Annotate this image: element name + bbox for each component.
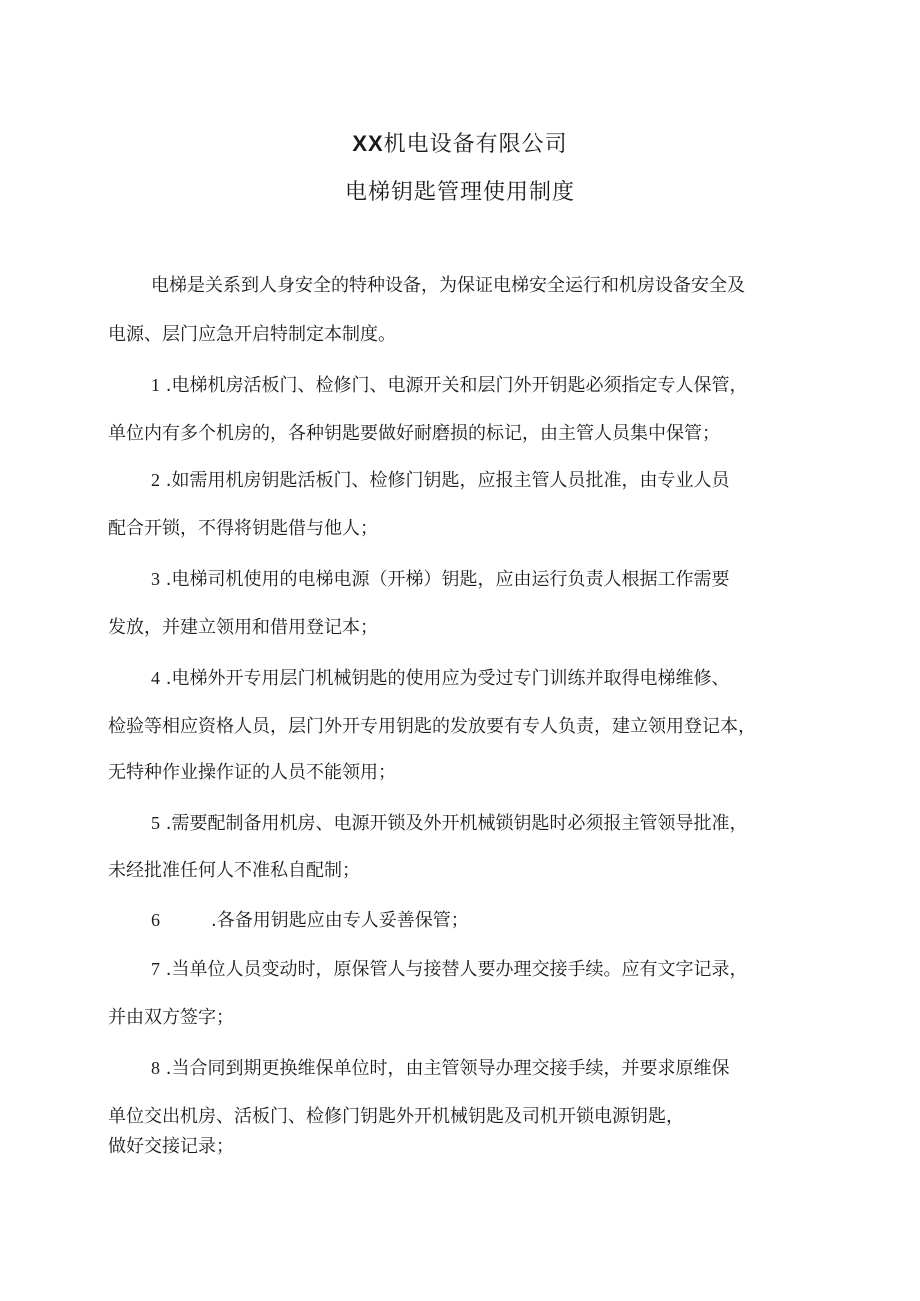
item-4-line-2: 检验等相应资格人员，层门外开专用钥匙的发放要有专人负责，建立领用登记本， <box>108 716 756 737</box>
intro-line-2: 电源、层门应急开启特制定本制度。 <box>108 324 396 345</box>
item-2-line-1 <box>151 467 729 494</box>
item-number: 7 <box>151 959 160 979</box>
intro-line-1: 电梯是关系到人身安全的特种设备，为保证电梯安全运行和机房设备安全及 <box>151 275 745 296</box>
item-number: 1 <box>151 375 160 395</box>
item-7-line-2: 并由双方签字； <box>108 1007 234 1028</box>
item-4-line-3: 无特种作业操作证的人员不能领用； <box>108 762 396 783</box>
item-text: .如需用机房钥匙活板门、检修门钥匙，应报主管人员批准，由专业人员 <box>160 470 730 491</box>
item-text: .电梯外开专用层门机械钥匙的使用应为受过专门训练并取得电梯维修、 <box>160 668 730 689</box>
item-text: .电梯机房活板门、检修门、电源开关和层门外开钥匙必须指定专人保管， <box>160 375 748 396</box>
company-name <box>0 129 920 160</box>
item-4-line-1 <box>151 665 729 692</box>
item-8-line-2: 单位交出机房、活板门、检修门钥匙外开机械钥匙及司机开锁电源钥匙， <box>108 1106 684 1127</box>
item-number: 2 <box>151 470 160 490</box>
company-name-rest: 机电设备有限公司 <box>383 132 568 157</box>
item-number: 5 <box>151 813 160 833</box>
company-prefix: XX <box>352 131 384 156</box>
item-3-line-1 <box>151 566 729 593</box>
document-title: 电梯钥匙管理使用制度 <box>344 180 575 205</box>
item-1-line-1 <box>151 372 747 399</box>
item-number: 4 <box>151 668 160 688</box>
item-6-line-1 <box>151 907 469 934</box>
item-7-line-1 <box>151 956 747 983</box>
item-text: .各备用钥匙应由专人妥善保管； <box>211 910 469 931</box>
item-3-line-2: 发放，并建立领用和借用登记本； <box>108 617 378 638</box>
item-number: 3 <box>151 569 160 589</box>
item-text: .电梯司机使用的电梯电源（开梯）钥匙，应由运行负责人根据工作需要 <box>160 569 730 590</box>
item-1-line-2: 单位内有多个机房的，各种钥匙要做好耐磨损的标记，由主管人员集中保管； <box>108 423 720 444</box>
item-5-line-1 <box>151 810 747 837</box>
item-number: 8 <box>151 1058 160 1078</box>
item-text: .当单位人员变动时，原保管人与接替人要办理交接手续。应有文字记录， <box>160 959 748 980</box>
item-text: .需要配制备用机房、电源开锁及外开机械锁钥匙时必须报主管领导批准， <box>160 813 748 834</box>
item-8-line-3: 做好交接记录； <box>108 1136 234 1157</box>
item-number: 6 <box>151 910 160 930</box>
item-text: .当合同到期更换维保单位时，由主管领导办理交接手续，并要求原维保 <box>160 1058 730 1079</box>
item-8-line-1 <box>151 1055 729 1082</box>
item-2-line-2: 配合开锁，不得将钥匙借与他人； <box>108 518 378 539</box>
item-5-line-2: 未经批准任何人不准私自配制； <box>108 860 360 881</box>
